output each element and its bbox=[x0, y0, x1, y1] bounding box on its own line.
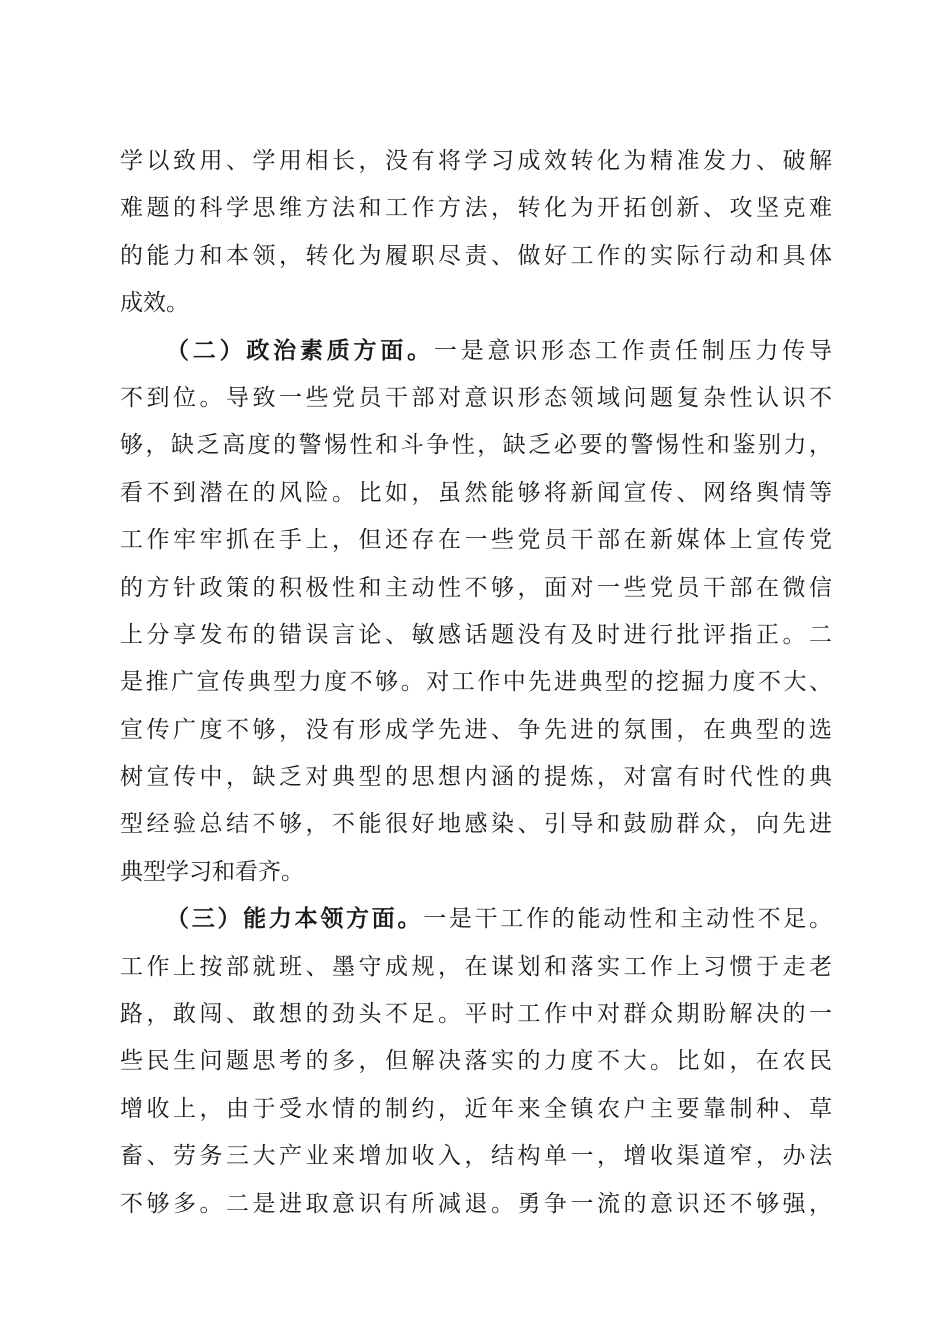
para3-line-6: 畜、劳务三大产业来增加收入，结构单一，增收渠道窄，办法 bbox=[120, 1143, 832, 1170]
para2-line-7: 上分享发布的错误言论、敏感话题没有及时进行批评指正。二 bbox=[120, 621, 832, 648]
para3-line-7: 不够多。二是进取意识有所减退。勇争一流的意识还不够强， bbox=[120, 1190, 832, 1217]
para1-line-1: 学以致用、学用相长，没有将学习成效转化为精准发力、破解 bbox=[120, 148, 832, 174]
para1-line-2: 难题的科学思维方法和工作方法，转化为开拓创新、攻坚克难 bbox=[120, 195, 832, 222]
para2-line-5: 工作牢牢抓在手上，但还存在一些党员干部在新媒体上宣传党 bbox=[120, 527, 832, 554]
para3-line-2: 工作上按部就班、墨守成规，在谋划和落实工作上习惯于走老 bbox=[120, 953, 832, 980]
para2-line-11: 型经验总结不够，不能很好地感染、引导和鼓励群众，向先进 bbox=[120, 811, 832, 838]
para3-line-5: 增收上，由于受水情的制约，近年来全镇农户主要靠制种、草 bbox=[120, 1095, 832, 1122]
para2-line-6: 的方针政策的积极性和主动性不够，面对一些党员干部在微信 bbox=[120, 574, 832, 601]
para3-line-1 bbox=[120, 896, 832, 943]
para2-line-1 bbox=[120, 328, 832, 375]
para2-line-12: 典型学习和看齐。 bbox=[120, 858, 304, 885]
para2-line-2: 不到位。导致一些党员干部对意识形态领域问题复杂性认识不 bbox=[120, 384, 832, 411]
section-heading-political: （二）政治素质方面。 bbox=[166, 337, 434, 364]
para1-line-4: 成效。 bbox=[120, 290, 189, 317]
para2-line-10: 树宣传中，缺乏对典型的思想内涵的提炼，对富有时代性的典 bbox=[120, 764, 832, 791]
para2-line-8: 是推广宣传典型力度不够。对工作中先进典型的挖掘力度不大、 bbox=[120, 669, 832, 696]
para2-line-4: 看不到潜在的风险。比如，虽然能够将新闻宣传、网络舆情等 bbox=[120, 479, 832, 506]
para2-line-9: 宣传广度不够，没有形成学先进、争先进的氛围，在典型的选 bbox=[120, 716, 832, 743]
document-body bbox=[120, 138, 832, 1228]
para2-line-3: 够，缺乏高度的警惕性和斗争性，缺乏必要的警惕性和鉴别力， bbox=[120, 432, 832, 459]
section-heading-ability: （三）能力本领方面。 bbox=[166, 906, 424, 933]
para3-line-4: 些民生问题思考的多，但解决落实的力度不大。比如，在农民 bbox=[120, 1048, 832, 1075]
para3-line-3: 路，敢闯、敢想的劲头不足。平时工作中对群众期盼解决的一 bbox=[120, 1001, 832, 1028]
para2-line-1-text: 一是意识形态工作责任制压力传导 bbox=[433, 337, 833, 364]
para3-line-1-text: 一是干工作的能动性和主动性不足。 bbox=[423, 906, 833, 933]
para1-line-3: 的能力和本领，转化为履职尽责、做好工作的实际行动和具体 bbox=[120, 242, 832, 269]
